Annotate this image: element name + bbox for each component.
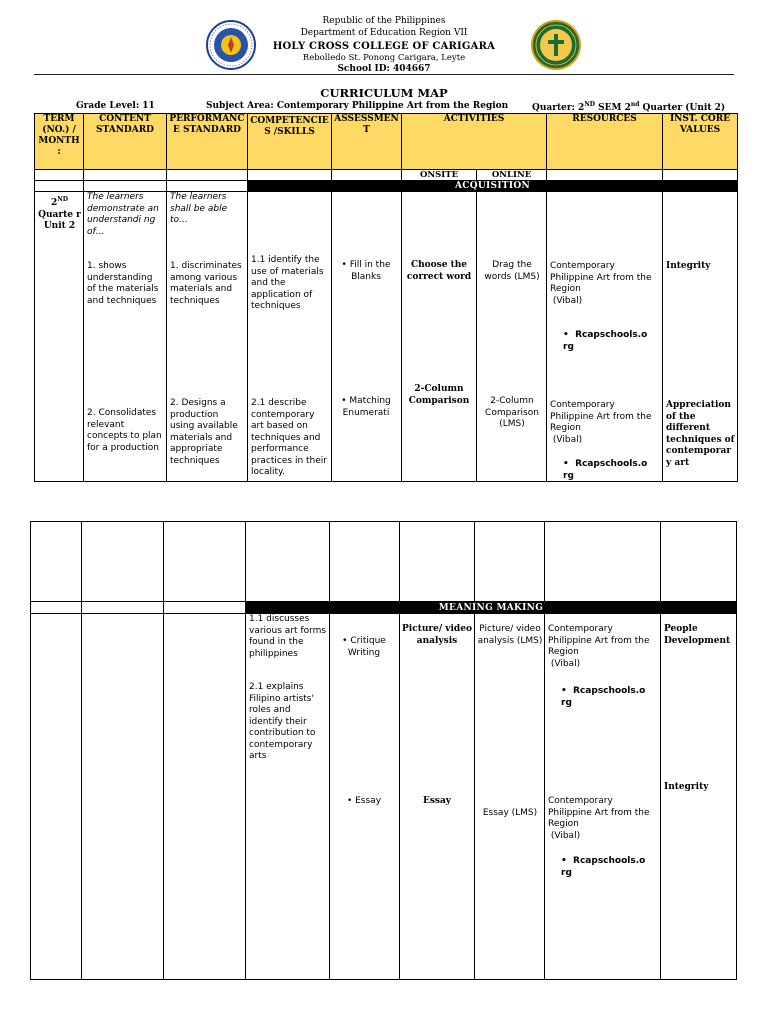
assessment-cell <box>332 192 402 482</box>
header-address: Rebolledo St. Ponong Carigara, Leyte <box>302 53 466 63</box>
onsite-activity-2: 2-Column Comparison <box>408 384 470 406</box>
mm-resource-2: Contemporary Philippine Art from the Region (Vibal) <box>548 796 650 841</box>
resource-1: Contemporary Philippine Art from the Region (Vibal) <box>550 261 652 306</box>
col-performance-standard: PERFORMANC E STANDARD <box>167 114 248 170</box>
mm-resource-1: Contemporary Philippine Art from the Region (Vibal) <box>548 624 650 669</box>
subject-area: Subject Area: Contemporary Philippine Art from the Region <box>206 101 509 111</box>
mm-core-value-2: Integrity <box>664 782 709 792</box>
performance-intro: The learners shall be able to… <box>170 192 228 225</box>
performance-standard-cell <box>167 192 248 482</box>
col-competencies: COMPETENCIE S /SKILLS <box>248 114 332 170</box>
mm-core-values-cell <box>661 614 737 980</box>
content-standard-2: 2. Consolidates relevant concepts to plan for a production <box>87 408 162 453</box>
resource-link-2[interactable]: • Rcapschools.o rg <box>563 459 648 481</box>
mm-core-value-1: People Development <box>664 624 731 646</box>
resource-2: Contemporary Philippine Art from the Region (Vibal) <box>550 400 652 445</box>
curriculum-table-acquisition <box>34 113 738 482</box>
mm-assessment-1: • Critique Writing <box>342 636 386 658</box>
mm-resources-cell <box>545 614 661 980</box>
competency-1-1: 1.1 identify the use of materials and the application of techniques <box>251 255 324 311</box>
mm-assessment-2: • Essay <box>346 796 382 806</box>
mm-online-activity-2: Essay (LMS) <box>482 808 538 818</box>
competencies-cell <box>248 192 332 482</box>
mm-onsite-cell <box>400 614 475 980</box>
deped-seal-icon <box>206 20 256 70</box>
header-divider <box>34 74 734 75</box>
mm-competency-1-1: 1.1 discusses various art forms found in the philippines <box>249 614 327 659</box>
core-value-1: Integrity <box>666 261 711 271</box>
mm-assessment-cell <box>330 614 400 980</box>
mm-resource-link-1[interactable]: • Rcapschools.o rg <box>561 686 646 708</box>
resource-link-1[interactable]: • Rcapschools.o rg <box>563 330 648 352</box>
online-cell <box>477 192 547 482</box>
header-school-id: School ID: 404667 <box>337 64 431 74</box>
col-activities: ACTIVITIES <box>402 114 547 170</box>
holy-cross-seal-icon <box>531 20 581 70</box>
assessment-2: • Matching Enumerati <box>341 396 391 418</box>
col-resources: RESOURCES <box>547 114 663 170</box>
assessment-1: • Fill in the Blanks <box>341 260 391 282</box>
core-value-2: Appreciation of the different techniques of contemporar y art <box>666 400 735 468</box>
onsite-activity-1: Choose the correct word <box>406 260 472 282</box>
mm-resource-link-2[interactable]: • Rcapschools.o rg <box>561 856 646 878</box>
mm-online-activity-1: Picture/ video analysis (LMS) <box>477 624 543 646</box>
content-intro: The learners demonstrate an understandi ng of… <box>87 192 159 237</box>
mm-onsite-activity-2: Essay <box>422 796 452 806</box>
meaning-making-banner: MEANING MAKING <box>246 602 737 614</box>
quarter-info: Quarter: 2ND SEM 2nd Quarter (Unit 2) <box>532 101 726 113</box>
online-activity-2: 2-Column Comparison (LMS) <box>485 396 539 429</box>
grade-level: Grade Level: 11 <box>76 101 155 111</box>
resources-cell <box>547 192 663 482</box>
performance-standard-1: 1. discriminates among various materials and techniques <box>170 261 242 306</box>
mm-online-cell <box>475 614 545 980</box>
col-online: ONLINE <box>477 170 547 181</box>
term-cell: 2ND Quarte r Unit 2 <box>35 192 84 482</box>
page-title: CURRICULUM MAP <box>320 86 448 100</box>
col-onsite: ONSITE <box>402 170 477 181</box>
header-deped: Department of Education Region VII <box>300 28 468 38</box>
mm-competency-2-1: 2.1 explains Filipino artists' roles and identify their contribution to contemporary arts <box>249 682 316 761</box>
col-assessment: ASSESSMEN T <box>332 114 402 170</box>
acquisition-banner: ACQUISITION <box>248 181 738 192</box>
col-content-standard: CONTENT STANDARD <box>84 114 167 170</box>
header-school-name: HOLY CROSS COLLEGE OF CARIGARA <box>272 41 496 52</box>
col-core-values: INST. CORE VALUES <box>663 114 738 170</box>
core-values-cell <box>663 192 738 482</box>
mm-onsite-activity-1: Picture/ video analysis <box>402 624 472 646</box>
content-standard-cell <box>84 192 167 482</box>
performance-standard-2: 2. Designs a production using available materials and appropriate techniques <box>170 398 238 466</box>
curriculum-table-meaning-making <box>30 521 737 980</box>
online-activity-1: Drag the words (LMS) <box>484 260 540 282</box>
onsite-cell <box>402 192 477 482</box>
competency-2-1: 2.1 describe contemporary art based on techniques and performance practices in their locality. <box>251 398 327 477</box>
header-republic: Republic of the Philippines <box>322 16 446 26</box>
content-standard-1: 1. shows understanding of the materials and techniques <box>87 261 159 306</box>
mm-competencies-cell <box>246 614 330 980</box>
col-term: TERM (NO.) / MONTH : <box>35 114 84 170</box>
